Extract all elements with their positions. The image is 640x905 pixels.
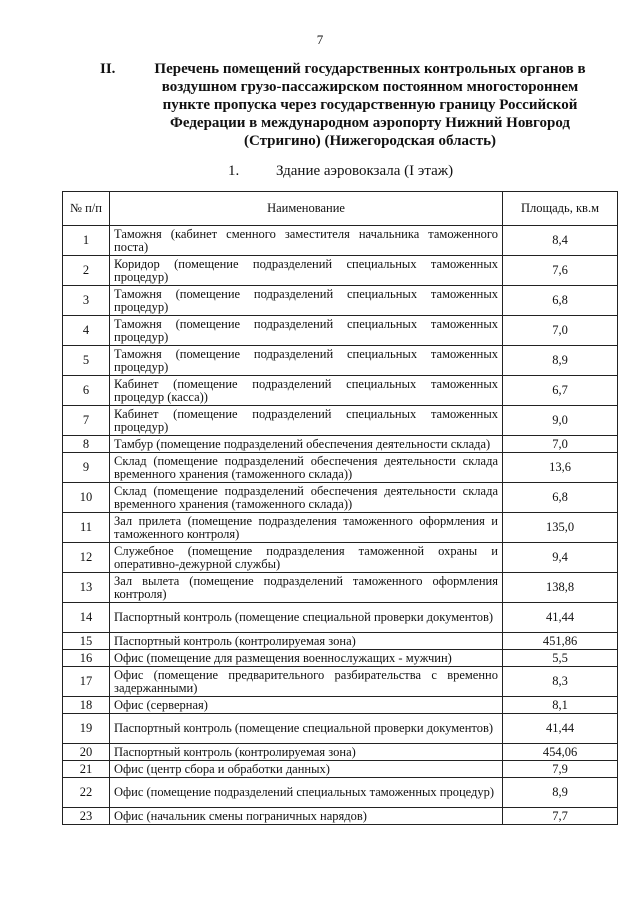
table-row (63, 376, 618, 406)
row-area: 7,9 (503, 761, 618, 778)
row-area: 8,9 (503, 346, 618, 376)
row-area: 7,7 (503, 808, 618, 825)
subsection-number: 1. (228, 163, 240, 179)
row-name: Офис (помещение подразделений специальных таможенных процедур) (110, 778, 503, 808)
table-row (63, 603, 618, 633)
table-row (63, 650, 618, 667)
row-number: 12 (63, 543, 110, 573)
table-row (63, 744, 618, 761)
row-area: 13,6 (503, 453, 618, 483)
row-name: Офис (серверная) (110, 697, 503, 714)
row-name: Таможня (помещение подразделений специальных таможенных процедур) (110, 286, 503, 316)
row-name: Склад (помещение подразделений обеспечения деятельности склада временного хранения (таможенного склада)) (110, 453, 503, 483)
row-area: 6,7 (503, 376, 618, 406)
table-row (63, 633, 618, 650)
row-area: 8,1 (503, 697, 618, 714)
row-number: 8 (63, 436, 110, 453)
row-name: Таможня (кабинет сменного заместителя начальника таможенного поста) (110, 226, 503, 256)
table-row (63, 778, 618, 808)
row-area: 8,4 (503, 226, 618, 256)
row-name: Таможня (помещение подразделений специальных таможенных процедур) (110, 316, 503, 346)
row-name: Таможня (помещение подразделений специальных таможенных процедур) (110, 346, 503, 376)
row-area: 9,0 (503, 406, 618, 436)
row-name: Кабинет (помещение подразделений специальных таможенных процедур) (110, 406, 503, 436)
header-area: Площадь, кв.м (503, 192, 618, 226)
row-name: Офис (начальник смены пограничных нарядов) (110, 808, 503, 825)
row-area: 7,6 (503, 256, 618, 286)
row-number: 1 (63, 226, 110, 256)
row-name: Склад (помещение подразделений обеспечения деятельности склада временного хранения (таможенного склада)) (110, 483, 503, 513)
premises-table (62, 191, 618, 825)
header-number: № п/п (63, 192, 110, 226)
table-body (63, 226, 618, 825)
row-area: 5,5 (503, 650, 618, 667)
row-name: Паспортный контроль (контролируемая зона) (110, 744, 503, 761)
row-number: 13 (63, 573, 110, 603)
row-number: 4 (63, 316, 110, 346)
row-area: 8,9 (503, 778, 618, 808)
header-name: Наименование (110, 192, 503, 226)
subsection-title: Здание аэровокзала (I этаж) (276, 163, 454, 179)
row-number: 17 (63, 667, 110, 697)
section-title: Перечень помещений государственных контрольных органов в воздушном грузо-пассажирском постоянном многостороннем пункте пропуска через государственную границу Российской Федерации в международном аэропорту Нижний Новгород (Стригино) (Нижегородская область) (154, 61, 586, 149)
table-row (63, 286, 618, 316)
row-name: Паспортный контроль (контролируемая зона) (110, 633, 503, 650)
row-number: 2 (63, 256, 110, 286)
row-name: Офис (помещение для размещения военнослужащих - мужчин) (110, 650, 503, 667)
table-row (63, 483, 618, 513)
row-name: Паспортный контроль (помещение специальной проверки документов) (110, 714, 503, 744)
table-row (63, 667, 618, 697)
row-number: 15 (63, 633, 110, 650)
row-area: 454,06 (503, 744, 618, 761)
row-number: 7 (63, 406, 110, 436)
row-number: 11 (63, 513, 110, 543)
row-number: 16 (63, 650, 110, 667)
row-area: 41,44 (503, 714, 618, 744)
row-area: 8,3 (503, 667, 618, 697)
table-row (63, 453, 618, 483)
row-name: Офис (центр сбора и обработки данных) (110, 761, 503, 778)
row-number: 9 (63, 453, 110, 483)
row-number: 14 (63, 603, 110, 633)
row-area: 6,8 (503, 483, 618, 513)
table-row (63, 316, 618, 346)
row-number: 23 (63, 808, 110, 825)
row-area: 9,4 (503, 543, 618, 573)
table-row (63, 543, 618, 573)
row-area: 138,8 (503, 573, 618, 603)
table-row (63, 346, 618, 376)
row-number: 20 (63, 744, 110, 761)
row-name: Коридор (помещение подразделений специальных таможенных процедур) (110, 256, 503, 286)
table-row (63, 761, 618, 778)
row-number: 3 (63, 286, 110, 316)
row-name: Кабинет (помещение подразделений специальных таможенных процедур (касса)) (110, 376, 503, 406)
section-roman-numeral: II. (100, 61, 116, 77)
row-number: 19 (63, 714, 110, 744)
row-number: 6 (63, 376, 110, 406)
row-name: Тамбур (помещение подразделений обеспечения деятельности склада) (110, 436, 503, 453)
row-name: Зал вылета (помещение подразделений таможенного оформления контроля) (110, 573, 503, 603)
table-row (63, 808, 618, 825)
row-area: 7,0 (503, 316, 618, 346)
row-name: Паспортный контроль (помещение специальной проверки документов) (110, 603, 503, 633)
table-row (63, 573, 618, 603)
table-row (63, 513, 618, 543)
row-area: 451,86 (503, 633, 618, 650)
row-number: 5 (63, 346, 110, 376)
row-number: 10 (63, 483, 110, 513)
table-header-row (63, 192, 618, 226)
row-name: Офис (помещение предварительного разбирательства с временно задержанными) (110, 667, 503, 697)
row-name: Зал прилета (помещение подразделения таможенного оформления и таможенного контроля) (110, 513, 503, 543)
row-area: 7,0 (503, 436, 618, 453)
row-area: 135,0 (503, 513, 618, 543)
section-heading (100, 60, 600, 150)
table-row (63, 406, 618, 436)
row-area: 41,44 (503, 603, 618, 633)
table-row (63, 697, 618, 714)
row-number: 21 (63, 761, 110, 778)
page-number: 7 (316, 32, 324, 47)
table-row (63, 256, 618, 286)
row-name: Служебное (помещение подразделения таможенной охраны и оперативно-дежурной службы) (110, 543, 503, 573)
table-row (63, 714, 618, 744)
row-number: 18 (63, 697, 110, 714)
row-area: 6,8 (503, 286, 618, 316)
table-row (63, 436, 618, 453)
table-row (63, 226, 618, 256)
row-number: 22 (63, 778, 110, 808)
